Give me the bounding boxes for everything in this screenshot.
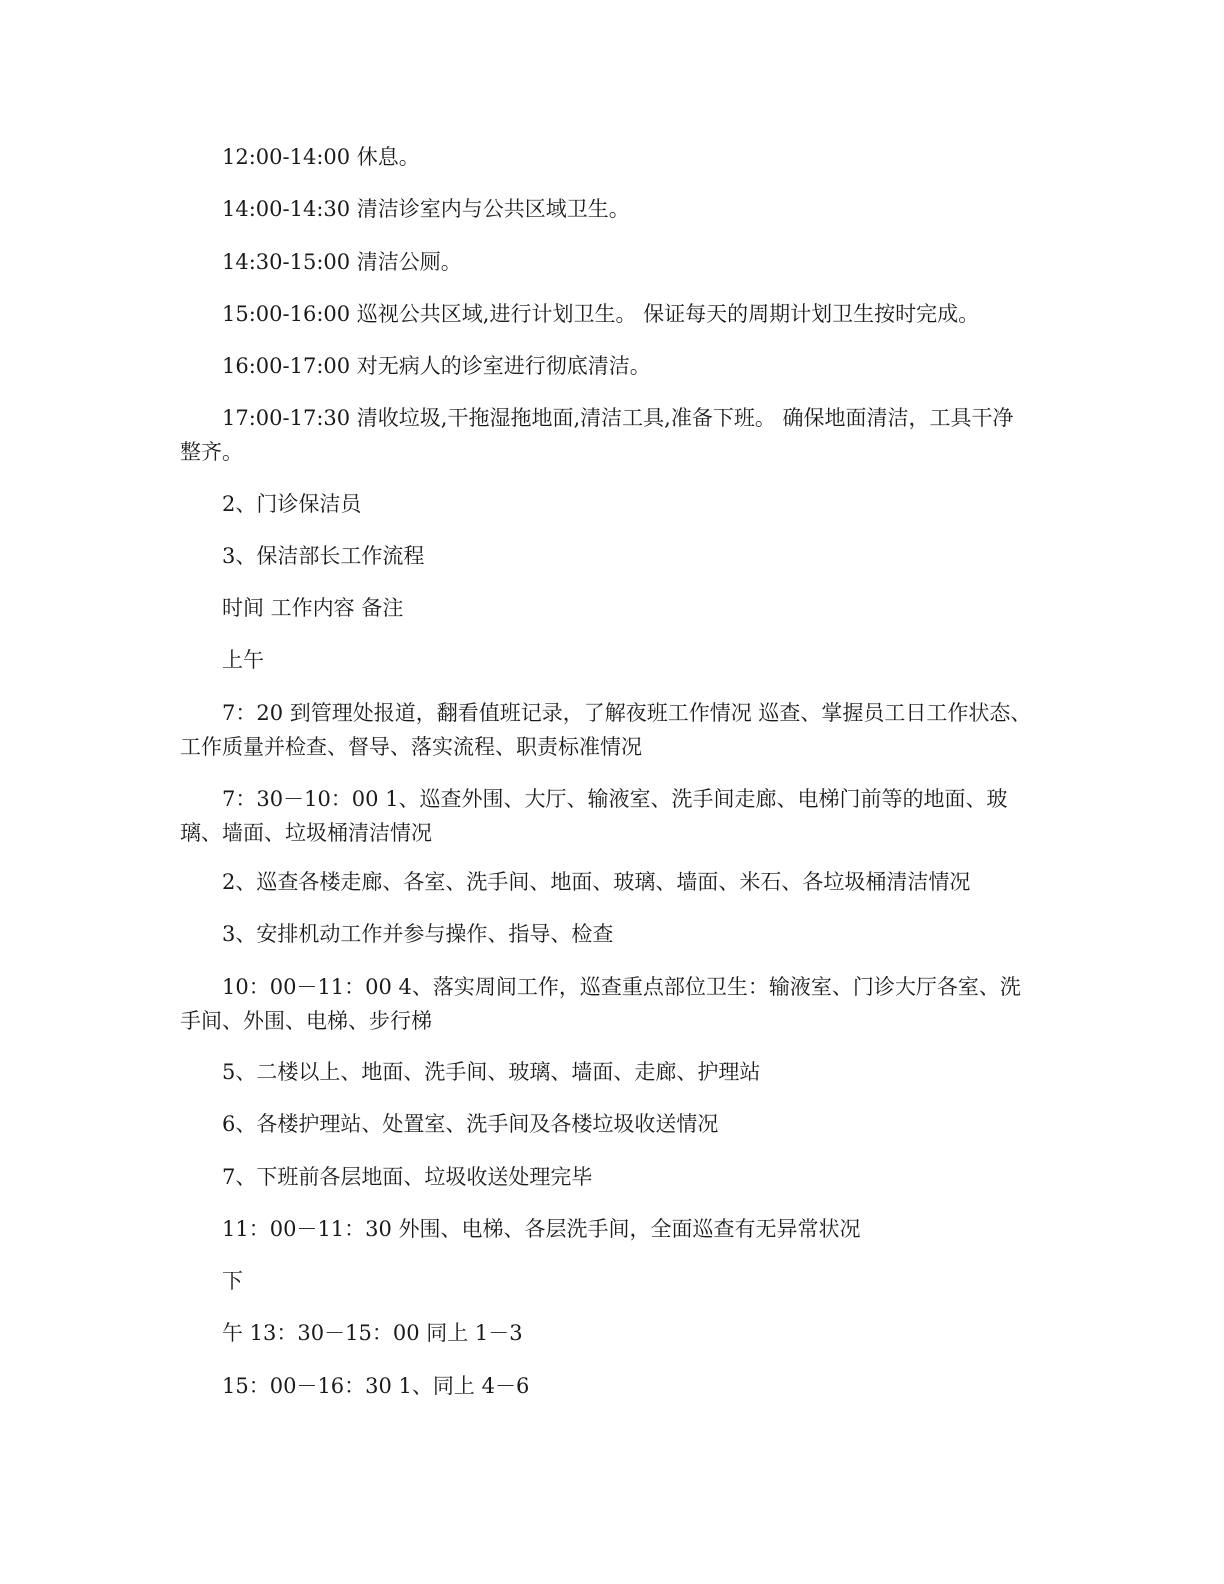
paragraph-before-leaving: 7、下班前各层地面、垃圾收送处理完毕	[222, 1165, 593, 1189]
paragraph-afternoon-2: 15：00－16：30 1、同上 4－6	[222, 1374, 530, 1398]
paragraph-rest: 12:00-14:00 休息。	[222, 145, 420, 169]
paragraph-nurse-stations: 6、各楼护理站、处置室、洗手间及各楼垃圾收送情况	[222, 1112, 719, 1136]
paragraph-clean-clinic: 14:00-14:30 清洁诊室内与公共区域卫生。	[222, 197, 630, 221]
period-label-morning: 上午	[222, 648, 264, 672]
paragraph-report-in: 7：20 到管理处报道，翻看值班记录，了解夜班工作情况 巡查、掌握员工日工作状态、工作质量并检查、督导、落实流程、职责标准情况	[180, 701, 1032, 759]
period-label-afternoon-part1: 下	[222, 1269, 243, 1293]
paragraph-patrol-public: 15:00-16:00 巡视公共区域,进行计划卫生。 保证每天的周期计划卫生按时完成。	[222, 302, 980, 326]
paragraph-full-patrol: 11：00－11：30 外围、电梯、各层洗手间，全面巡查有无异常状况	[222, 1217, 861, 1241]
section-heading-supervisor-workflow: 3、保洁部长工作流程	[222, 544, 425, 568]
paragraph-clean-toilet: 14:30-15:00 清洁公厕。	[222, 250, 462, 274]
paragraph-afternoon-1: 午 13：30－15：00 同上 1－3	[222, 1321, 523, 1345]
section-heading-outpatient-cleaner: 2、门诊保洁员	[222, 492, 362, 516]
paragraph-patrol-floors: 2、巡查各楼走廊、各室、洗手间、地面、玻璃、墙面、米石、各垃圾桶清洁情况	[222, 870, 971, 894]
paragraph-upper-floors: 5、二楼以上、地面、洗手间、玻璃、墙面、走廊、护理站	[222, 1060, 761, 1084]
paragraph-end-of-shift: 17:00-17:30 清收垃圾,干拖湿拖地面,清洁工具,准备下班。 确保地面清洁，工具干净整齐。	[180, 406, 1014, 464]
paragraph-deep-clean: 16:00-17:00 对无病人的诊室进行彻底清洁。	[222, 354, 651, 378]
paragraph-arrange-work: 3、安排机动工作并参与操作、指导、检查	[222, 922, 614, 946]
paragraph-patrol-exterior: 7：30－10：00 1、巡查外围、大厅、输液室、洗手间走廊、电梯门前等的地面、玻璃、墙面、垃圾桶清洁情况	[180, 787, 1008, 845]
table-header-line: 时间 工作内容 备注	[222, 596, 404, 620]
paragraph-weekly-work: 10：00－11：00 4、落实周间工作，巡查重点部位卫生：输液室、门诊大厅各室、洗手间、外围、电梯、步行梯	[180, 975, 1021, 1033]
